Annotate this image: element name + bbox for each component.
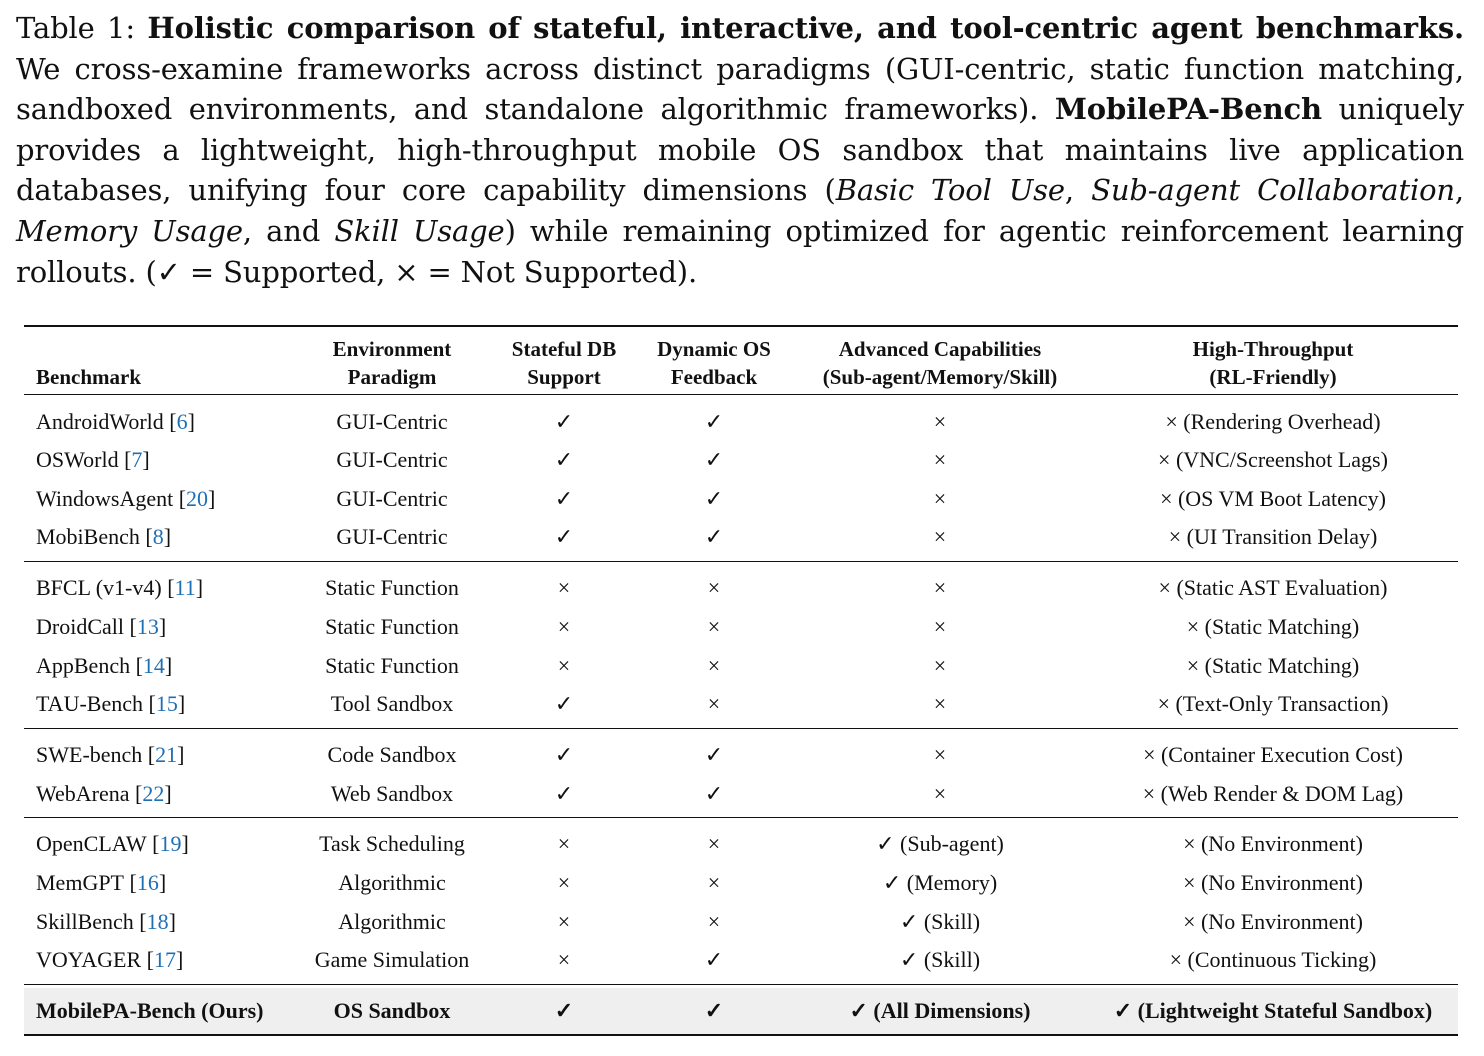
cell-db: × [557, 575, 571, 600]
cell-ht: × (Web Render & DOM Lag) [1142, 781, 1404, 806]
cell-paradigm: Web Sandbox [330, 781, 454, 806]
table-row-ours [24, 988, 1458, 1034]
cell-adv: × [933, 486, 947, 511]
citation-link[interactable]: 14 [142, 653, 165, 678]
caption-dim-sub-agent: Sub-agent Collaboration [1091, 173, 1455, 208]
cell-ht: × (Container Execution Cost) [1143, 742, 1403, 767]
table-row [24, 864, 1458, 902]
table-row [24, 647, 1458, 685]
citation-link[interactable]: 21 [155, 742, 178, 767]
cell-os: × [707, 614, 721, 639]
cell-adv: ✓ (Sub-agent) [876, 831, 1004, 856]
cell-os: × [707, 653, 721, 678]
cell-ht: × (Text-Only Transaction) [1157, 691, 1389, 716]
cell-paradigm: GUI-Centric [336, 486, 448, 511]
cell-name: MemGPT [ 16 ] [36, 870, 167, 895]
cell-db: ✓ [554, 486, 574, 511]
cell-name: OpenCLAW [ 19 ] [36, 831, 189, 856]
cell-adv: × [933, 447, 947, 472]
citation-link[interactable]: 19 [159, 831, 182, 856]
cell-paradigm: Code Sandbox [327, 742, 457, 767]
cell-ht: × (Static Matching) [1186, 614, 1360, 639]
cell-ht: × (No Environment) [1183, 870, 1363, 895]
cell-paradigm: Game Simulation [314, 947, 470, 972]
citation-link[interactable]: 11 [174, 575, 196, 600]
cell-name: BFCL (v1-v4) [ 11 ] [36, 575, 204, 600]
caption-dim-memory: Memory Usage [16, 213, 243, 248]
cell-db: ✓ [554, 691, 574, 716]
table-row [24, 480, 1458, 518]
table-caption: Table 1: Holistic comparison of stateful, interactive, and tool-centric agent benchmarks. We cross-examine frameworks across distinct paradigms (GUI-centric, static function matching, sandboxed environments, and standalone algorithmic frameworks). MobilePA-Bench uniquely provides a lightweight, high-throughput mobile OS sandbox that maintains live application databases, unifying four core capability dimensions (Basic Tool Use, Sub-agent Collaboration, Memory Usage, and Skill Usage) while remaining optimized for agentic reinforcement learning rollouts. (✓ = Supported, × = Not Supported). [16, 11, 1465, 289]
cell-ht: × (Static Matching) [1186, 653, 1360, 678]
cell-name: SWE-bench [ 21 ] [36, 742, 185, 767]
citation-link[interactable]: 20 [186, 486, 209, 511]
table-row [24, 518, 1458, 556]
citation-link[interactable]: 7 [131, 447, 143, 472]
cell-os: ✓ [704, 781, 724, 806]
header-advanced-capabilities: Advanced Capabilities (Sub-agent/Memory/Skill) [822, 337, 1058, 389]
table-bottom-rule [24, 1034, 1458, 1036]
cell-db: × [557, 831, 571, 856]
cell-name: DroidCall [ 13 ] [36, 614, 167, 639]
cell-paradigm: Algorithmic [338, 870, 446, 895]
table-row [24, 903, 1458, 941]
citation-link[interactable]: 16 [136, 870, 159, 895]
table-row [24, 685, 1458, 723]
table-top-rule [24, 325, 1458, 327]
cell-adv: × [933, 524, 947, 549]
cell-db: ✓ [554, 524, 574, 549]
table-rule [24, 984, 1458, 985]
cell-db: ✓ [554, 742, 574, 767]
cell-paradigm: GUI-Centric [336, 409, 448, 434]
cell-os: × [707, 909, 721, 934]
table-row [24, 736, 1458, 774]
cell-name: VOYAGER [ 17 ] [36, 947, 184, 972]
cell-adv: × [933, 575, 947, 600]
cell-paradigm: Static Function [325, 575, 459, 600]
citation-link[interactable]: 6 [176, 409, 188, 434]
table-row [24, 569, 1458, 607]
cell-db: × [557, 870, 571, 895]
caption-title: Holistic comparison of stateful, interactive, and tool-centric agent benchmarks. [147, 11, 1465, 45]
cell-paradigm: OS Sandbox [333, 998, 451, 1023]
cell-adv: ✓ (Skill) [899, 947, 981, 972]
cell-paradigm: Task Scheduling [319, 831, 465, 856]
cell-paradigm: GUI-Centric [336, 524, 448, 549]
table-rule [24, 561, 1458, 562]
citation-link[interactable]: 15 [155, 691, 178, 716]
table-header [24, 331, 1458, 391]
cell-adv: × [933, 781, 947, 806]
cell-adv: × [933, 653, 947, 678]
cell-ht: × (Continuous Ticking) [1169, 947, 1377, 972]
cell-name: WebArena [ 22 ] [36, 781, 172, 806]
cell-name: MobilePA-Bench (Ours) [36, 998, 264, 1023]
cell-os: × [707, 691, 721, 716]
cell-paradigm: Tool Sandbox [330, 691, 454, 716]
cell-adv: ✓ (All Dimensions) [849, 998, 1031, 1023]
cell-ht: × (No Environment) [1183, 831, 1363, 856]
cell-os: ✓ [704, 742, 724, 767]
cell-os: ✓ [704, 947, 724, 972]
header-high-throughput: High-Throughput (RL-Friendly) [1192, 337, 1354, 389]
header-stateful-db: Stateful DB Support [511, 337, 617, 389]
caption-text-2: uniquely provides a lightweight, high-throughput mobile OS sandbox that maintains live application databases, unifying four core capability dimensions ( [16, 92, 1464, 208]
cell-os: ✓ [704, 409, 724, 434]
table-row [24, 441, 1458, 479]
cell-db: × [557, 909, 571, 934]
cell-name: TAU-Bench [ 15 ] [36, 691, 186, 716]
cell-ht: × (UI Transition Delay) [1168, 524, 1378, 549]
table-rule [24, 728, 1458, 729]
cell-paradigm: GUI-Centric [336, 447, 448, 472]
citation-link[interactable]: 22 [142, 781, 165, 806]
cell-ht: × (OS VM Boot Latency) [1160, 486, 1386, 511]
citation-link[interactable]: 8 [152, 524, 164, 549]
cell-name: SkillBench [ 18 ] [36, 909, 176, 934]
cell-adv: × [933, 691, 947, 716]
cell-os: ✓ [704, 998, 724, 1023]
header-dynamic-os: Dynamic OS Feedback [657, 337, 771, 389]
cell-ht: × (VNC/Screenshot Lags) [1158, 447, 1388, 472]
cell-name: AndroidWorld [ 6 ] [36, 409, 195, 434]
cell-name: MobiBench [ 8 ] [36, 524, 172, 549]
cell-ht: ✓ (Lightweight Stateful Sandbox) [1113, 998, 1433, 1023]
cell-adv: ✓ (Skill) [899, 909, 981, 934]
cell-db: ✓ [554, 781, 574, 806]
cell-os: ✓ [704, 447, 724, 472]
caption-bench-name: MobilePA-Bench [1054, 92, 1322, 127]
caption-dim-skill: Skill Usage [334, 213, 505, 248]
cell-os: × [707, 870, 721, 895]
citation-link[interactable]: 13 [136, 614, 159, 639]
citation-link[interactable]: 17 [153, 947, 176, 972]
citation-link[interactable]: 18 [146, 909, 169, 934]
header-environment: Environment Paradigm [332, 337, 452, 389]
cell-ht: × (Rendering Overhead) [1165, 409, 1381, 434]
cell-name: AppBench [ 14 ] [36, 653, 173, 678]
cell-paradigm: Static Function [325, 653, 459, 678]
table-row [24, 941, 1458, 979]
cell-paradigm: Static Function [325, 614, 459, 639]
cell-os: × [707, 831, 721, 856]
table-row [24, 825, 1458, 863]
table-row [24, 608, 1458, 646]
table-rule [24, 394, 1458, 395]
cell-db: ✓ [554, 998, 574, 1023]
cell-db: ✓ [554, 409, 574, 434]
cell-db: × [557, 947, 571, 972]
caption-label: Table 1: [16, 11, 135, 45]
cell-db: ✓ [554, 447, 574, 472]
cell-db: × [557, 614, 571, 639]
cell-name: OSWorld [ 7 ] [36, 447, 150, 472]
cell-os: ✓ [704, 486, 724, 511]
caption-text-3: ) while remaining optimized for agentic reinforcement learning rollouts. (✓ = Supported, × = Not Supported). [16, 213, 1464, 289]
cell-name: WindowsAgent [ 20 ] [36, 486, 216, 511]
caption-dim-basic-tool-use: Basic Tool Use [835, 173, 1065, 208]
table-row [24, 403, 1458, 441]
caption-text-1: We cross-examine frameworks across distinct paradigms (GUI-centric, static function matching, sandboxed environments, and standalone algorithmic frameworks). [16, 51, 1464, 127]
cell-adv: ✓ (Memory) [882, 870, 998, 895]
table-rule [24, 817, 1458, 818]
cell-adv: × [933, 742, 947, 767]
header-benchmark: Benchmark [36, 365, 141, 389]
cell-paradigm: Algorithmic [338, 909, 446, 934]
cell-os: × [707, 575, 721, 600]
cell-adv: × [933, 614, 947, 639]
cell-adv: × [933, 409, 947, 434]
cell-ht: × (Static AST Evaluation) [1158, 575, 1388, 600]
cell-db: × [557, 653, 571, 678]
cell-os: ✓ [704, 524, 724, 549]
cell-ht: × (No Environment) [1183, 909, 1363, 934]
table-row [24, 775, 1458, 813]
